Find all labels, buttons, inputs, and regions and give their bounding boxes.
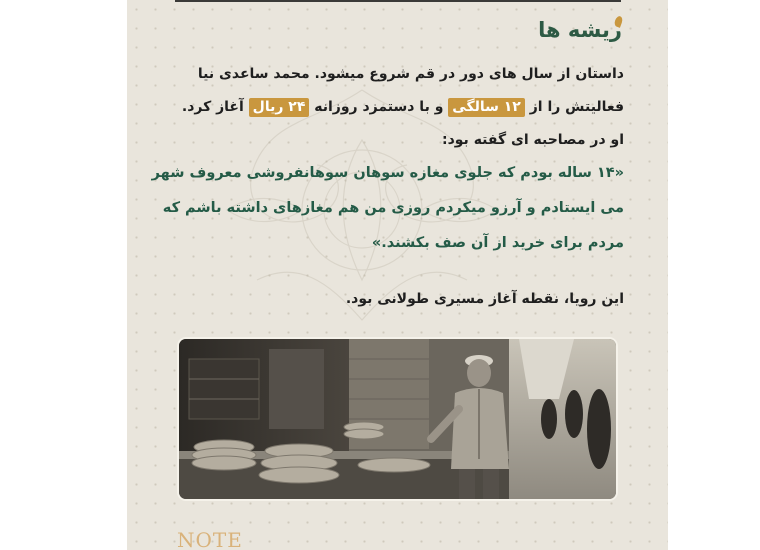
section-title: ریشه ها <box>538 18 622 42</box>
closing-line: این رویا، نقطه آغاز مسیری طولانی بود. <box>345 291 624 307</box>
top-divider <box>175 0 621 2</box>
line-2-start: فعالیتش را از <box>524 99 624 115</box>
wage-highlight: ۲۴ ریال <box>249 98 310 117</box>
line-2-end: آغاز کرد. <box>181 99 249 115</box>
quote-line-1: «۱۴ ساله بودم که جلوی مغازه سوهان سوهانفروشی معروف شهر <box>151 165 624 181</box>
story-card <box>127 0 668 550</box>
quote-line-2: می ایستادم و آرزو میکردم روزی من هم مغازهای داشته باشم که <box>162 200 624 216</box>
historical-photo <box>179 339 616 499</box>
age-highlight: ۱۲ سالگی <box>448 98 525 117</box>
sohan-shop-photo-illustration <box>179 339 616 499</box>
quote-line-3: مردم برای خرید از آن صف بکشند.» <box>371 235 624 251</box>
paragraph-line-3: او در مصاحبه ای گفته بود: <box>442 132 624 148</box>
paragraph-line-2 <box>182 99 624 115</box>
paragraph-line-1: داستان از سال های دور در قم شروع میشود. محمد ساعدی نیا <box>197 66 624 82</box>
line-2-middle: و با دستمزد روزانه <box>309 99 449 115</box>
note-label: NOTE <box>177 528 243 550</box>
